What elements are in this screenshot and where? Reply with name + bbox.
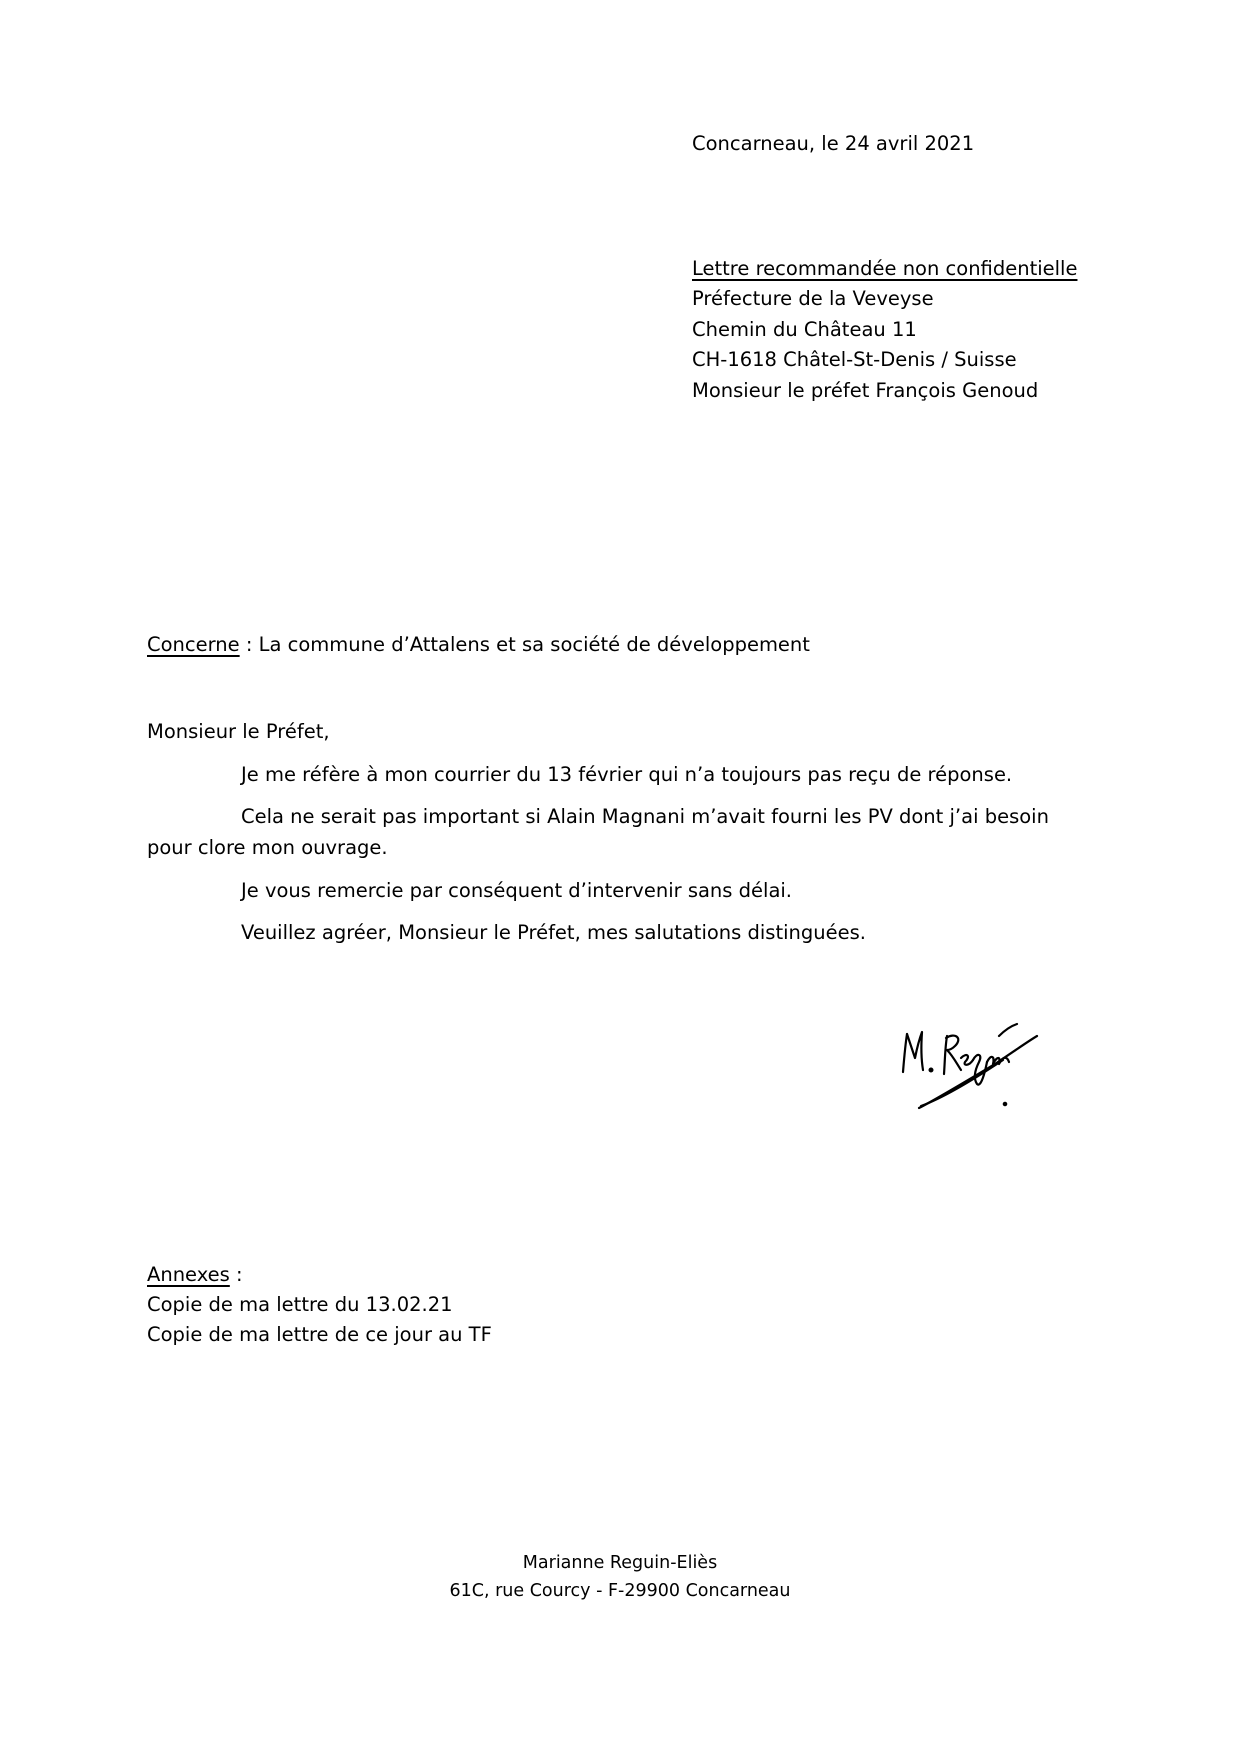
subject-separator: : — [239, 633, 259, 656]
recipient-line-2: Chemin du Château 11 — [692, 318, 917, 341]
subject-text: La commune d’Attalens et sa société de développement — [258, 633, 810, 656]
paragraph-2: Cela ne serait pas important si Alain Magnani m’avait fourni les PV dont j’ai besoin pour clore mon ouvrage. — [147, 805, 1049, 859]
handwritten-signature — [895, 1012, 1055, 1122]
paragraph-3: Je vous remercie par conséquent d’intervenir sans délai. — [241, 879, 793, 902]
footer-name: Marianne Reguin-Eliès — [522, 1553, 718, 1573]
delivery-mode: Lettre recommandée non confidentielle — [692, 257, 1078, 280]
recipient-line-1: Préfecture de la Veveyse — [692, 287, 934, 310]
recipient-line-3: CH-1618 Châtel-St-Denis / Suisse — [692, 348, 1017, 371]
annexes-label: Annexes — [147, 1263, 230, 1286]
annexes-separator: : — [229, 1263, 243, 1286]
annex-item: Copie de ma lettre de ce jour au TF — [147, 1323, 492, 1346]
place-date: Concarneau, le 24 avril 2021 — [692, 132, 975, 155]
recipient-line-4: Monsieur le préfet François Genoud — [692, 379, 1039, 402]
subject-label: Concerne — [147, 633, 240, 656]
annex-item: Copie de ma lettre du 13.02.21 — [147, 1293, 453, 1316]
annexes-heading — [147, 1260, 243, 1290]
paragraph-1: Je me réfère à mon courrier du 13 février qui n’a toujours pas reçu de réponse. — [241, 763, 1013, 786]
footer-address: 61C, rue Courcy - F-29900 Concarneau — [449, 1581, 791, 1601]
salutation: Monsieur le Préfet, — [147, 720, 330, 743]
paragraph-4: Veuillez agréer, Monsieur le Préfet, mes salutations distinguées. — [241, 921, 866, 944]
subject-line — [147, 630, 810, 660]
